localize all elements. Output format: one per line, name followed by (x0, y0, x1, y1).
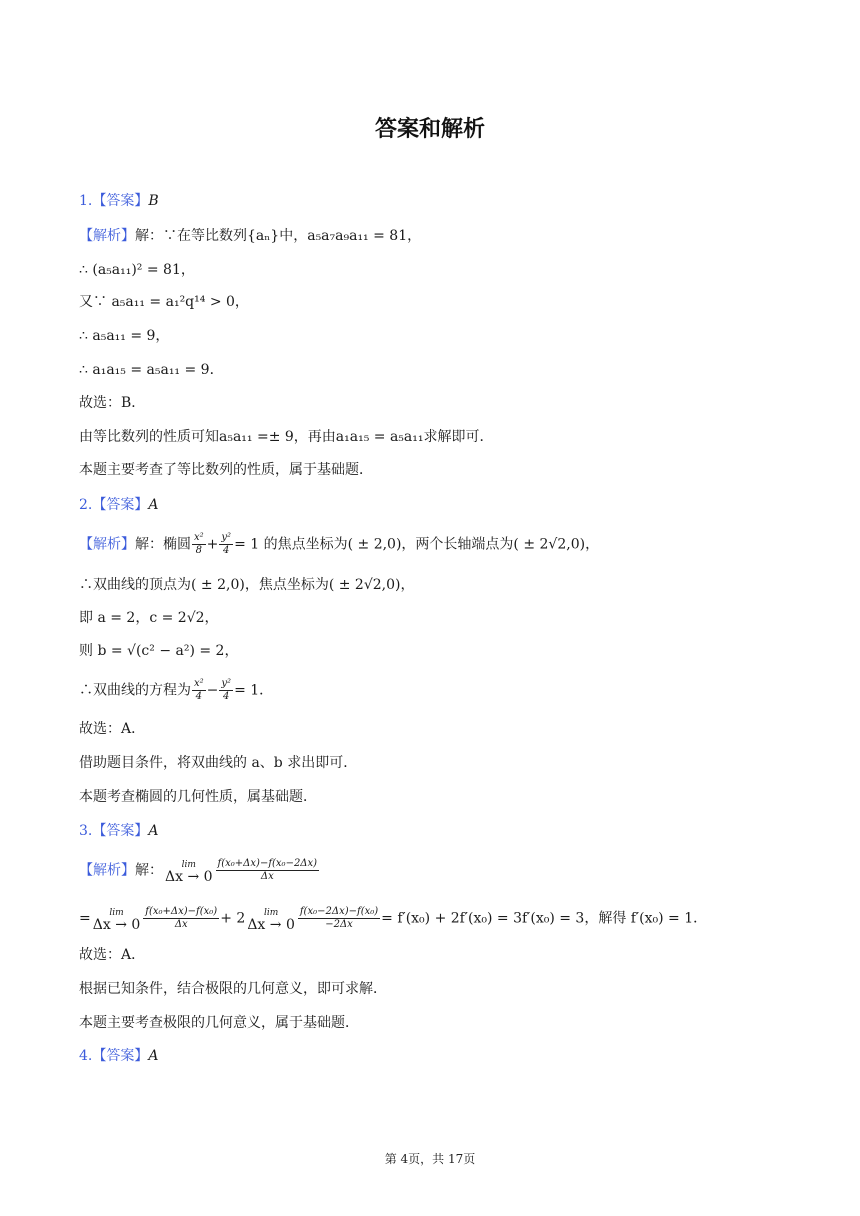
q1-answer-tag: 【答案】 (92, 193, 149, 209)
q2-step-4: 则 b = √(c² − a²) = 2， (79, 643, 239, 659)
q1-answer-line (79, 191, 159, 211)
q3-limit-2-word: lim (109, 907, 124, 918)
q2-step-5 (79, 678, 273, 703)
q1-step-4: ∴ a₅a₁₁ = 9， (79, 328, 170, 344)
q4-answer-line (79, 1046, 158, 1066)
q2-hyperbola-frac-x-den: 4 (195, 691, 203, 702)
q3-step-1-pre: 解： (135, 862, 163, 879)
q2-fraction-x-den: 8 (195, 545, 203, 556)
q3-fraction-a (143, 906, 219, 931)
page-footer: 第 4页，共 17页 (384, 1152, 476, 1166)
q2-number: 2. (79, 497, 93, 513)
q3-choose: 故选：A． (79, 947, 146, 963)
q3-fraction-main-den: Δx (260, 871, 274, 882)
q2-minus: − (206, 682, 219, 699)
q3-limit-3-arrow: Δx → 0 (247, 916, 295, 933)
q2-fraction-x-num: x² (194, 532, 204, 543)
q3-answer-tag: 【答案】 (92, 823, 149, 839)
q2-plus: + (206, 536, 219, 553)
q3-limit-3-word: lim (263, 907, 279, 918)
q1-step-3: 又∵ a₅a₁₁ = a₁²q¹⁴ > 0， (79, 294, 249, 310)
q3-step-2 (79, 906, 707, 931)
q2-method: 借助题目条件，将双曲线的 a、b 求出即可． (79, 755, 358, 771)
q2-summary: 本题考查椭圆的几何性质，属基础题． (79, 789, 317, 805)
q4-answer-tag: 【答案】 (92, 1048, 149, 1064)
q2-hyperbola-frac-x (192, 678, 206, 703)
q2-answer-line (79, 495, 158, 515)
q3-limit-1 (165, 859, 213, 883)
q3-fraction-a-num: f(x₀+Δx)−f(x₀) (145, 906, 218, 917)
q2-step-1-pre: 解：椭圆 (135, 536, 191, 553)
q3-fraction-main (216, 858, 320, 883)
q2-answer-tag: 【答案】 (92, 497, 149, 513)
q1-step-2: ∴ (a₅a₁₁)² = 81， (79, 262, 195, 278)
q1-analysis-line-1 (79, 226, 421, 246)
q1-step-1: 解：∵在等比数列{aₙ}中，a₅a₇a₉a₁₁ = 81， (135, 228, 422, 244)
q2-hyperbola-frac-x-num: x² (194, 678, 204, 689)
q3-analysis-tag: 【解析】 (79, 862, 135, 879)
q3-limit-1-arrow: Δx → 0 (165, 868, 213, 885)
q3-fraction-b (298, 906, 380, 931)
q2-step-3: 即 a = 2，c = 2√2， (79, 610, 219, 626)
q1-analysis-tag: 【解析】 (79, 228, 135, 244)
q1-step-5: ∴ a₁a₁₅ = a₅a₁₁ = 9． (79, 362, 224, 378)
q2-answer: A (148, 497, 159, 513)
q3-step-2-post: = f′(x₀) + 2f′(x₀) = 3f′(x₀) = 3，解得 f′(x₀) = 1． (381, 910, 708, 927)
q3-plus-two: + 2 (220, 910, 246, 927)
q3-fraction-b-den: −2Δx (325, 919, 353, 930)
q3-summary: 本题主要考查极限的几何意义，属于基础题． (79, 1015, 359, 1031)
q3-analysis-line-1 (79, 858, 320, 883)
q3-equals: = (79, 910, 91, 927)
q2-hyperbola-frac-y-den: 4 (223, 691, 230, 702)
q3-limit-1-word: lim (181, 859, 196, 870)
q4-number: 4. (79, 1048, 93, 1064)
q1-answer: B (148, 193, 159, 209)
q2-choose: 故选：A． (79, 721, 146, 737)
q2-step-5-post: = 1． (234, 682, 274, 699)
q3-limit-3 (247, 907, 295, 931)
q2-step-5-pre: ∴双曲线的方程为 (79, 682, 191, 699)
q3-fraction-main-num: f(x₀+Δx)−f(x₀−2Δx) (217, 858, 318, 869)
q1-summary: 本题主要考查了等比数列的性质，属于基础题． (79, 462, 373, 478)
q2-fraction-x (192, 532, 206, 557)
q2-step-1-post: = 1 的焦点坐标为( ± 2,0)，两个长轴端点为( ± 2√2,0)， (234, 536, 600, 553)
q4-answer: A (148, 1048, 159, 1064)
q2-hyperbola-frac-y (219, 678, 233, 703)
q2-step-2: ∴双曲线的顶点为( ± 2,0)，焦点坐标为( ± 2√2,0)， (79, 577, 415, 593)
q3-method: 根据已知条件，结合极限的几何意义，即可求解． (79, 981, 387, 997)
q2-analysis-tag: 【解析】 (79, 536, 135, 553)
q2-fraction-y-num: y² (221, 532, 232, 543)
q3-fraction-a-den: Δx (174, 919, 188, 930)
q3-answer-line (79, 821, 158, 841)
page-title: 答案和解析 (374, 117, 485, 142)
q1-choose: 故选：B． (79, 395, 146, 411)
q3-answer: A (148, 823, 159, 839)
q2-analysis-line-1 (79, 532, 599, 557)
q2-hyperbola-frac-y-num: y² (221, 678, 232, 689)
q3-fraction-b-num: f(x₀−2Δx)−f(x₀) (299, 906, 379, 917)
q1-method: 由等比数列的性质可知a₅a₁₁ =± 9，再由a₁a₁₅ = a₅a₁₁求解即可． (79, 429, 494, 445)
q3-number: 3. (79, 823, 93, 839)
q2-fraction-y-den: 4 (223, 545, 230, 556)
q3-limit-2 (93, 907, 141, 931)
q3-limit-2-arrow: Δx → 0 (92, 916, 141, 933)
q2-fraction-y (219, 532, 233, 557)
q1-number: 1. (79, 193, 93, 209)
